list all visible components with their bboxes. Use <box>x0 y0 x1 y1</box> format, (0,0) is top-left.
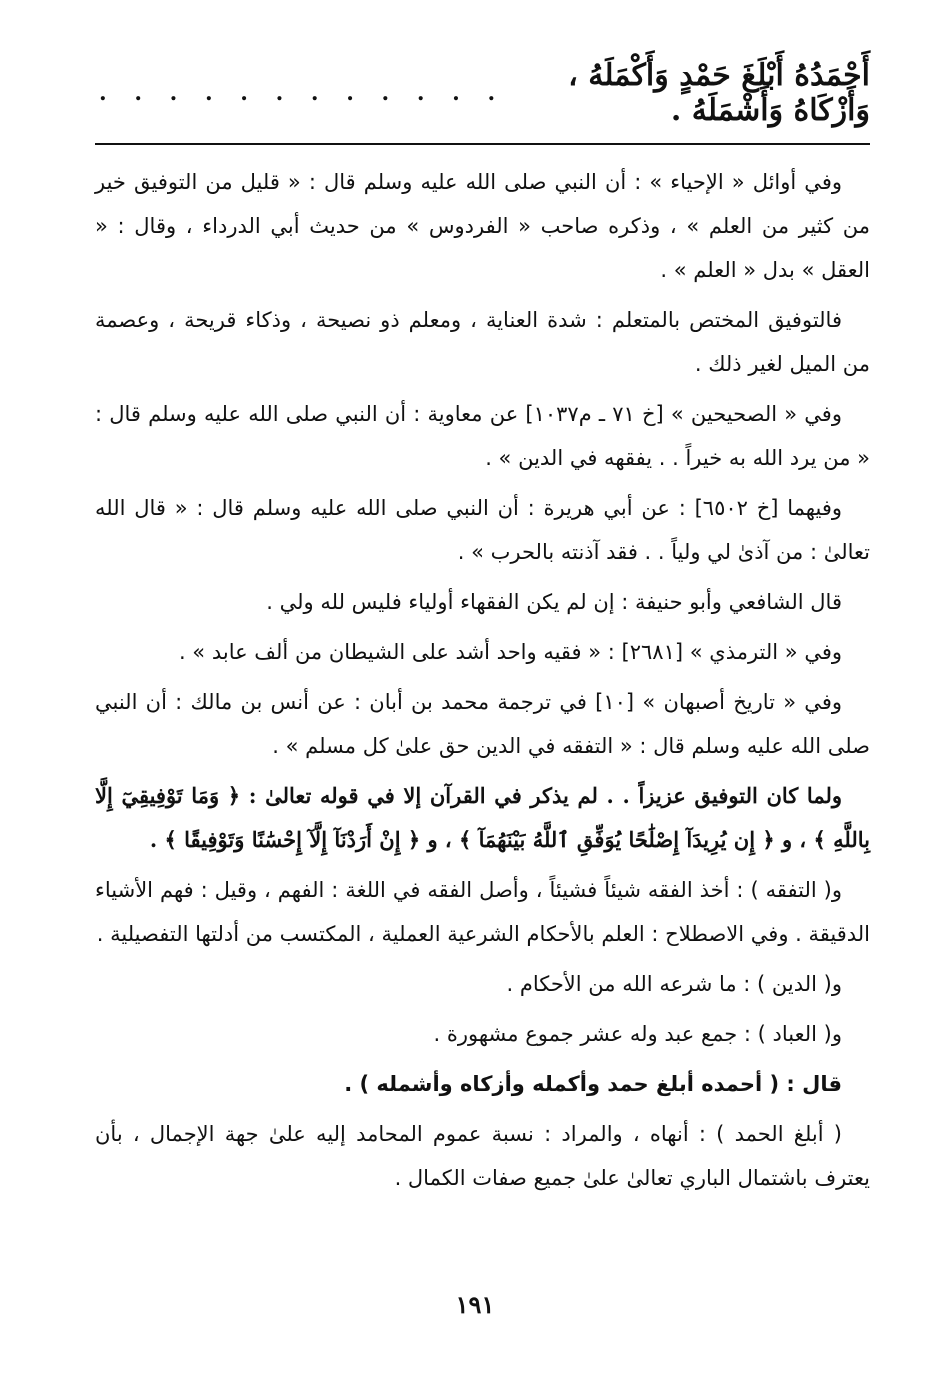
paragraph: وفيهما [خ ٦٥٠٢] : عن أبي هريرة : أن النبي صلى الله عليه وسلم قال : « قال الله تعالىٰ : من آذىٰ لي ولياً . . فقد آذنته بالحرب » . <box>95 496 870 564</box>
paragraph: وفي « تاريخ أصبهان » [١٠] في ترجمة محمد بن أبان : عن أنس بن مالك : أن النبي صلى الله عليه وسلم قال : « التفقه في الدين حق علىٰ كل مسلم » . <box>95 690 870 758</box>
paragraph: وفي « الترمذي » [٢٦٨١] : « فقيه واحد أشد على الشيطان من ألف عابد » . <box>178 640 842 664</box>
paragraph: وفي « الصحيحين » [خ ٧١ ـ م١٠٣٧] عن معاوية : أن النبي صلى الله عليه وسلم قال : « من يرد الله به خيراً . . يفقهه في الدين » . <box>95 402 870 470</box>
paragraph: فالتوفيق المختص بالمتعلم : شدة العناية ، ومعلم ذو نصيحة ، وذكاء قريحة ، وعصمة من الميل لغير ذلك . <box>95 308 870 376</box>
paragraph: و( التفقه ) : أخذ الفقه شيئاً فشيئاً ، وأصل الفقه في اللغة : الفهم ، وقيل : فهم الأشياء الدقيقة . وفي الاصطلاح : العلم بالأحكام الشرعية العملية ، المكتسب من أدلتها التفصيلية . <box>95 878 870 946</box>
main-text <box>95 160 870 1206</box>
paragraph: و( الدين ) : ما شرعه الله من الأحكام . <box>506 972 842 996</box>
running-header <box>95 58 870 128</box>
page-number: ١٩١ <box>455 1290 495 1319</box>
paragraph-quran-verses: ولما كان التوفيق عزيزاً . . لم يذكر في القرآن إلا في قوله تعالىٰ : ﴿ وَمَا تَوْفِيقِيٓ إِلَّا بِاللَّهِ ﴾ ، و ﴿ إِن يُرِيدَآ إِصْلَٰحًا يُوَفِّقِ ٱللَّهُ بَيْنَهُمَآ ﴾ ، و ﴿ إِنْ أَرَدْنَآ إِلَّآ إِحْسَٰنًا وَتَوْفِيقًا ﴾ . <box>95 783 870 852</box>
header-dot-leader: . . . . . . . . . . . . <box>99 80 506 106</box>
paragraph: ( أبلغ الحمد ) : أنهاه ، والمراد : نسبة عموم المحامد إليه علىٰ جهة الإجمال ، بأن يعترف باشتمال الباري تعالىٰ علىٰ جميع صفات الكمال . <box>95 1122 870 1190</box>
paragraph: وفي أوائل « الإحياء » : أن النبي صلى الله عليه وسلم قال : « قليل من التوفيق خير من كثير من العلم » ، وذكره صاحب « الفردوس » من حديث أبي الدرداء ، وقال : « العقل » بدل « العلم » . <box>95 170 870 282</box>
paragraph: قال الشافعي وأبو حنيفة : إن لم يكن الفقهاء أولياء فليس لله ولي . <box>266 590 842 614</box>
header-rule <box>95 143 870 145</box>
paragraph-matn-quote: قال : ( أحمده أبلغ حمد وأكمله وأزكاه وأشمله ) . <box>344 1072 842 1096</box>
paragraph: و( العباد ) : جمع عبد وله عشر جموع مشهورة . <box>433 1022 842 1046</box>
header-title: أَحْمَدُهُ أَبْلَغَ حَمْدٍ وَأَكْمَلَهُ ، وَأَزْكَاهُ وَأَشْمَلَهُ . <box>568 58 870 128</box>
